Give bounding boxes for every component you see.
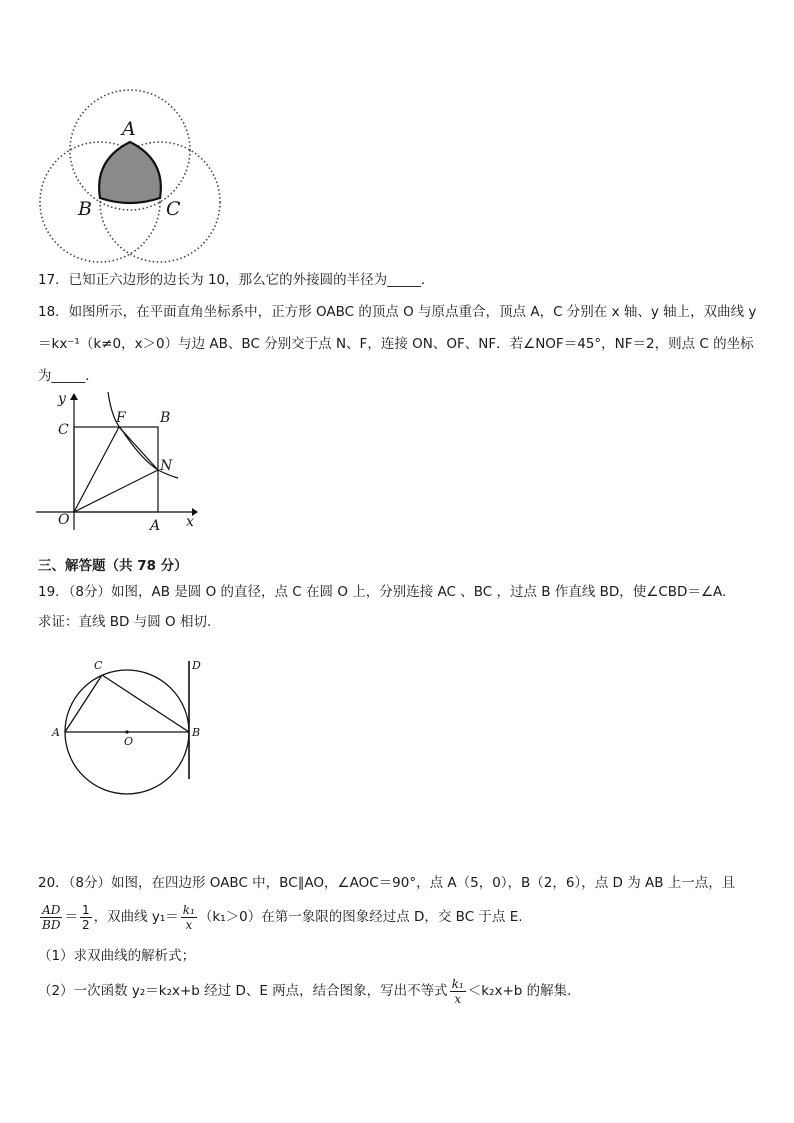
square-oabc [74,427,158,512]
square-hyperbola-figure [36,390,206,535]
label-n: N [160,458,173,474]
label-o: O [124,735,134,748]
question-20-sub2 [38,976,571,1006]
section-3-heading: 三、解答题（共 78 分） [38,558,188,574]
segment-nf [119,427,158,470]
label-a: A [52,726,60,739]
equals-sign: ＝ [64,909,78,925]
segment-of [74,427,119,512]
center-point [125,730,128,733]
label-d: D [192,659,201,672]
sub2-text-start: （2）一次函数 y₂＝k₂x+b 经过 D、E 两点，结合图象，写出不等式 [38,983,448,999]
label-x: x [186,514,194,530]
fraction-half [80,903,92,932]
frac-numerator: AD [40,903,62,918]
frac-denominator: 2 [81,917,90,932]
sub2-text-end: ＜k₂x+b 的解集. [467,983,572,999]
label-y: y [58,391,66,407]
fraction-k1-x [181,903,197,932]
question-18-line2: ＝kx⁻¹（k≠0，x＞0）与边 AB、BC 分别交于点 N、F，连接 ON、OF、NF．若∠NOF＝45°，NF＝2，则点 C 的坐标 [38,336,754,352]
hyperbola-text: ，双曲线 y₁＝ [93,909,179,925]
question-17: 17．已知正六边形的边长为 10，那么它的外接圆的半径为_____． [38,272,435,288]
segment-ac [65,675,102,732]
question-19-line2: 求证：直线 BD 与圆 O 相切. [38,614,212,630]
label-b: B [78,198,92,220]
condition-text: （k₁＞0）在第一象限的图象经过点 D，交 BC 于点 E. [198,909,523,925]
label-o: O [58,512,70,528]
question-18-line3: 为_____． [38,368,99,384]
label-f: F [116,410,126,426]
frac-denominator: x [185,917,193,932]
label-c: C [58,422,69,438]
label-b: B [192,726,201,739]
frac-numerator: k₁ [451,976,464,991]
label-c: C [166,198,181,220]
label-a: A [150,518,161,534]
segment-on [74,470,158,512]
frac-denominator: BD [42,917,61,932]
question-20-line1: 20．（8分）如图，在四边形 OABC 中，BC∥AO，∠AOC＝90°，点 A（5，0），B（2，6），点 D 为 AB 上一点，且 [38,875,736,891]
label-c: C [94,659,103,672]
question-19-line1: 19．（8分）如图，AB 是圆 O 的直径，点 C 在圆 O 上，分别连接 AC 、BC ，过点 B 作直线 BD，使∠CBD＝∠A. [38,584,727,600]
label-b: B [160,410,171,426]
frac-numerator: k₁ [182,902,195,917]
three-circles-figure [36,80,226,260]
frac-numerator: 1 [81,902,90,917]
fraction-k1-x-inequality [450,977,466,1006]
frac-denominator: x [454,991,462,1006]
fraction-ad-bd [40,903,62,932]
circle-tangent-figure [48,655,218,800]
question-18-line1: 18．如图所示，在平面直角坐标系中，正方形 OABC 的顶点 O 与原点重合，顶点 A，C 分别在 x 轴、y 轴上，双曲线 y [38,304,757,320]
question-20-line2 [38,902,523,932]
shaded-reuleaux-region [99,142,161,203]
y-axis-arrow [70,393,78,400]
question-20-sub1: （1）求双曲线的解析式； [38,948,196,964]
segment-cb [102,675,189,732]
label-a: A [122,118,136,140]
